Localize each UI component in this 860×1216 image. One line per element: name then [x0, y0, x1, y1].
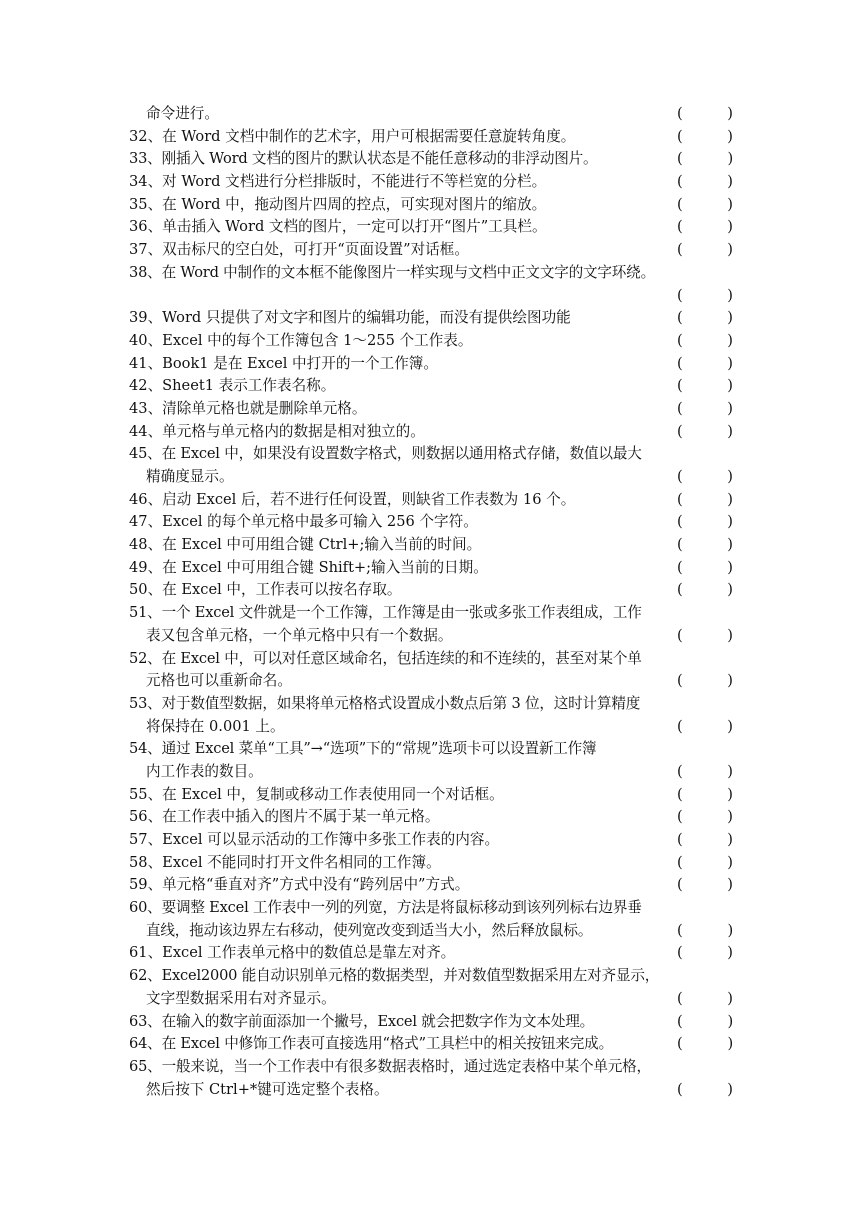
answer-blank: ( )	[677, 1080, 733, 1098]
list-item	[129, 126, 733, 149]
question-list	[129, 103, 733, 1101]
question-text-continued: 元格也可以重新命名。	[146, 672, 292, 690]
question-text: 41、Book1 是在 Excel 中打开的一个工作簿。	[129, 354, 438, 372]
question-text: 59、单元格“垂直对齐”方式中没有“跨列居中”方式。	[129, 876, 470, 894]
answer-blank: ( )	[677, 218, 733, 236]
answer-blank: ( )	[677, 1012, 733, 1030]
list-item	[129, 239, 733, 262]
list-item	[129, 194, 733, 217]
list-item	[129, 307, 733, 330]
question-text-continued: 将保持在 0.001 上。	[146, 717, 285, 735]
answer-blank: ( )	[677, 173, 733, 191]
answer-blank: ( )	[677, 672, 733, 690]
answer-blank: ( )	[677, 626, 733, 644]
question-text: 48、在 Excel 中可用组合键 Ctrl+;输入当前的时间。	[129, 536, 482, 554]
list-item	[129, 398, 733, 421]
answer-blank: ( )	[677, 468, 733, 485]
list-item	[129, 784, 733, 807]
list-item	[129, 489, 733, 512]
answer-blank: ( )	[677, 558, 733, 576]
list-item	[129, 216, 733, 239]
list-item	[129, 852, 733, 875]
list-item	[129, 375, 733, 398]
question-text: 47、Excel 的每个单元格中最多可输入 256 个字符。	[129, 513, 478, 531]
question-text: 37、双击标尺的空白处，可打开“页面设置”对话框。	[129, 241, 469, 259]
question-text: 34、对 Word 文档进行分栏排版时，不能进行不等栏宽的分栏。	[129, 173, 547, 191]
answer-blank: ( )	[677, 876, 733, 894]
list-item	[129, 1011, 733, 1034]
list-item	[129, 1033, 733, 1056]
list-item	[129, 602, 733, 647]
answer-blank: ( )	[677, 195, 733, 213]
question-text: 46、启动 Excel 后，若不进行任何设置，则缺省工作表数为 16 个。	[129, 490, 576, 508]
answer-blank: ( )	[677, 513, 733, 531]
answer-blank: ( )	[677, 377, 733, 395]
answer-blank: ( )	[677, 331, 733, 349]
list-item	[129, 806, 733, 829]
question-text: 63、在输入的数字前面添加一个撇号，Excel 就会把数字作为文本处理。	[129, 1012, 594, 1030]
list-item	[129, 443, 733, 488]
question-text: 45、在 Excel 中，如果没有设置数字格式，则数据以通用格式存储，数值以最大	[129, 445, 642, 463]
list-item	[129, 648, 733, 693]
list-item	[129, 579, 733, 602]
question-text: 命令进行。	[146, 105, 219, 122]
question-text: 43、清除单元格也就是删除单元格。	[129, 399, 367, 417]
question-text: 65、一般来说，当一个工作表中有很多数据表格时，通过选定表格中某个单元格，	[129, 1057, 651, 1075]
list-item	[129, 965, 733, 1010]
list-item	[129, 738, 733, 783]
answer-blank: ( )	[677, 808, 733, 826]
question-text: 57、Excel 可以显示活动的工作簿中多张工作表的内容。	[129, 831, 500, 848]
list-item	[129, 1056, 733, 1101]
answer-blank: ( )	[677, 399, 733, 417]
answer-blank: ( )	[677, 150, 733, 168]
answer-blank: ( )	[677, 241, 733, 259]
question-text: 50、在 Excel 中，工作表可以按名存取。	[129, 581, 402, 599]
question-text: 38、在 Word 中制作的文本框不能像图片一样实现与文档中正文文字的文字环绕。	[129, 263, 655, 281]
answer-blank: ( )	[677, 921, 733, 939]
answer-blank: ( )	[677, 422, 733, 440]
answer-blank: ( )	[677, 831, 733, 848]
list-item	[129, 511, 733, 534]
answer-blank: ( )	[677, 762, 733, 780]
answer-blank: ( )	[677, 309, 733, 327]
list-item	[129, 534, 733, 557]
list-item	[129, 330, 733, 353]
question-text: 44、单元格与单元格内的数据是相对独立的。	[129, 422, 425, 440]
list-item	[129, 557, 733, 580]
answer-blank: ( )	[677, 785, 733, 803]
question-text: 62、Excel2000 能自动识别单元格的数据类型，并对数值型数据采用左对齐显示，	[129, 967, 660, 985]
question-text-continued: 内工作表的数目。	[146, 762, 263, 780]
answer-blank: ( )	[677, 1035, 733, 1053]
question-text-continued: 表又包含单元格，一个单元格中只有一个数据。	[146, 626, 453, 644]
list-item	[129, 897, 733, 942]
question-text: 51、一个 Excel 文件就是一个工作簿，工作簿是由一张或多张工作表组成，工作	[129, 604, 642, 622]
question-text: 36、单击插入 Word 文档的图片，一定可以打开“图片”工具栏。	[129, 218, 547, 236]
list-item	[129, 693, 733, 738]
question-text: 58、Excel 不能同时打开文件名相同的工作簿。	[129, 853, 441, 871]
answer-blank: ( )	[677, 354, 733, 372]
answer-blank: ( )	[677, 490, 733, 508]
answer-blank: ( )	[677, 717, 733, 735]
list-item	[129, 421, 733, 444]
question-text: 54、通过 Excel 菜单“工具”→“选项”下的“常规”选项卡可以设置新工作簿	[129, 740, 597, 758]
question-text: 56、在工作表中插入的图片不属于某一单元格。	[129, 808, 440, 826]
question-text-continued: 文字型数据采用右对齐显示。	[146, 989, 336, 1007]
question-text: 55、在 Excel 中，复制或移动工作表使用同一个对话框。	[129, 785, 504, 803]
question-text-continued: 直线，拖动该边界左右移动，使列宽改变到适当大小，然后释放鼠标。	[146, 921, 593, 939]
list-item	[129, 103, 733, 126]
list-item	[129, 829, 733, 852]
answer-blank: ( )	[677, 536, 733, 554]
question-text: 53、对于数值型数据，如果将单元格格式设置成小数点后第 3 位，这时计算精度	[129, 694, 641, 712]
answer-blank: ( )	[677, 105, 733, 122]
answer-blank: ( )	[677, 286, 733, 304]
question-text: 49、在 Excel 中可用组合键 Shift+;输入当前的日期。	[129, 558, 488, 576]
answer-blank: ( )	[677, 581, 733, 599]
answer-blank: ( )	[677, 853, 733, 871]
question-text: 40、Excel 中的每个工作簿包含 1～255 个工作表。	[129, 331, 473, 349]
answer-blank: ( )	[677, 127, 733, 145]
question-text: 39、Word 只提供了对文字和图片的编辑功能，而没有提供绘图功能	[129, 309, 571, 327]
question-text: 33、刚插入 Word 文档的图片的默认状态是不能任意移动的非浮动图片。	[129, 150, 598, 168]
question-text: 35、在 Word 中，拖动图片四周的控点，可实现对图片的缩放。	[129, 195, 547, 213]
answer-blank: ( )	[677, 989, 733, 1007]
list-item	[129, 171, 733, 194]
list-item	[129, 148, 733, 171]
question-text: 52、在 Excel 中，可以对任意区域命名，包括连续的和不连续的，甚至对某个单	[129, 649, 642, 667]
question-text: 42、Sheet1 表示工作表名称。	[129, 377, 336, 395]
question-text-continued: 精确度显示。	[146, 468, 234, 485]
list-item	[129, 874, 733, 897]
list-item	[129, 262, 733, 307]
list-item	[129, 353, 733, 376]
question-text-continued: 然后按下 Ctrl+*键可选定整个表格。	[146, 1080, 389, 1098]
question-text: 64、在 Excel 中修饰工作表可直接选用“格式”工具栏中的相关按钮来完成。	[129, 1035, 613, 1053]
list-item	[129, 942, 733, 965]
question-text: 32、在 Word 文档中制作的艺术字，用户可根据需要任意旋转角度。	[129, 127, 576, 145]
answer-blank: ( )	[677, 944, 733, 962]
question-text: 61、Excel 工作表单元格中的数值总是靠左对齐。	[129, 944, 456, 962]
question-text: 60、要调整 Excel 工作表中一列的列宽，方法是将鼠标移动到该列列标右边界垂	[129, 899, 642, 917]
